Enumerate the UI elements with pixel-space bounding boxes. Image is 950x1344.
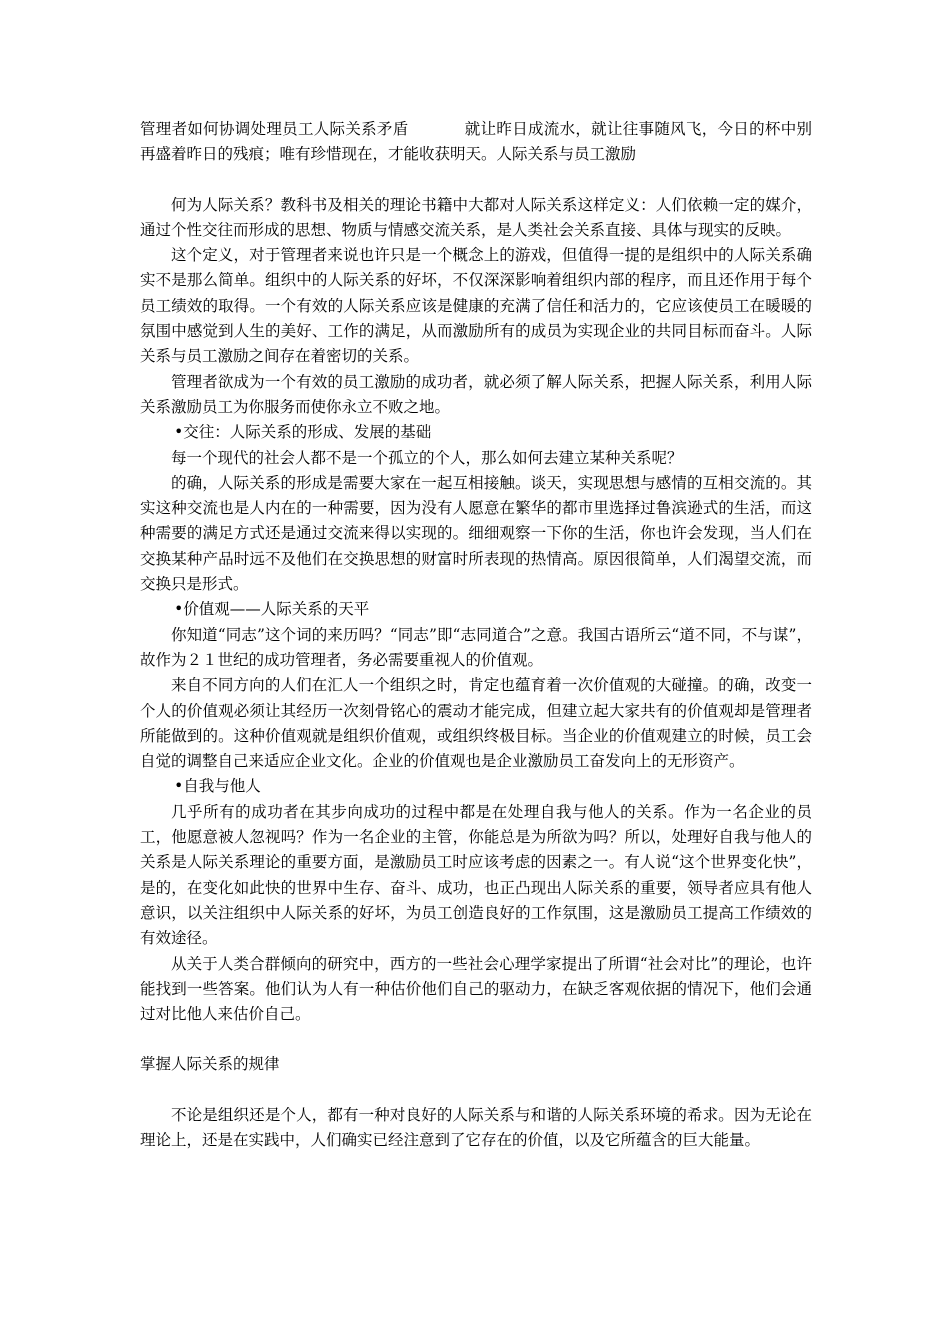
intro-text: 就让昨日成流水，就让往事随风飞，今日的杯中别再盛着昨日的残痕；唯有珍惜现在，才能收获明天。人际关系与员工激励 — [140, 120, 812, 164]
bullet-values: •价值观——人际关系的天平 — [174, 600, 370, 619]
paragraph-values: 来自不同方向的人们在汇人一个组织之时，肯定也蕴育着一次价值观的大碰撞。的确，改变一个人的价值观必须让其经历一次刻骨铭心的震动才能完成，但建立起大家共有的价值观却是管理者所能做到的。这种价值观就是组织价值观，或组织终极目标。当企业的价值观建立的时候，员工会自觉的调整自己来适应企业文化。企业的价值观也是企业激励员工奋发向上的无形资产。 — [140, 676, 812, 771]
paragraph-social-comparison: 从关于人类合群倾向的研究中，西方的一些社会心理学家提出了所谓“社会对比”的理论，也许能找到一些答案。他们认为人有一种估价他们自己的驱动力，在缺乏客观依据的情况下，他们会通过对比他人来估价自己。 — [140, 954, 812, 1024]
paragraph-comrade: 你知道“同志”这个词的来历吗？“同志”即“志同道合”之意。我国古语所云“道不同，不与谋”，故作为２１世纪的成功管理者，务必需要重视人的价值观。 — [140, 625, 812, 669]
paragraph-importance: 这个定义，对于管理者来说也许只是一个概念上的游戏，但值得一提的是组织中的人际关系确实不是那么简单。组织中的人际关系的好坏，不仅深深影响着组织内部的程序，而且还作用于每个员工绩效的取得。一个有效的人际关系应该是健康的充满了信任和活力的，它应该使员工在暖暖的氛围中感觉到人生的美好、工作的满足，从而激励所有的成员为实现企业的共同目标而奋斗。人际关系与员工激励之间存在着密切的关系。 — [140, 246, 812, 366]
paragraph-rules: 不论是组织还是个人，都有一种对良好的人际关系与和谐的人际关系环境的希求。因为无论在理论上，还是在实践中，人们确实已经注意到了它存在的价值，以及它所蕴含的巨大能量。 — [140, 1105, 812, 1149]
bullet-communication: •交往：人际关系的形成、发展的基础 — [174, 423, 432, 442]
bullet-self-others: •自我与他人 — [174, 777, 261, 796]
paragraph-question: 每一个现代的社会人都不是一个孤立的个人，那么如何去建立某种关系呢？ — [171, 448, 683, 467]
intro-paragraph — [140, 117, 812, 168]
paragraph-manager: 管理者欲成为一个有效的员工激励的成功者，就必须了解人际关系，把握人际关系，利用人际关系激励员工为你服务而使你永立不败之地。 — [140, 372, 812, 416]
document-body — [140, 117, 812, 1153]
paragraph-communication: 的确，人际关系的形成是需要大家在一起互相接触。谈天，实现思想与感情的互相交流的。其实这种交流也是人内在的一种需要，因为没有人愿意在繁华的都市里选择过鲁滨逊式的生活，而这种需要的满足方式还是通过交流来得以实现的。细细观察一下你的生活，你也许会发现，当人们在交换某种产品时远不及他们在交换思想的财富时所表现的热情高。原因很简单，人们渴望交流，而交换只是形式。 — [140, 473, 812, 594]
section-heading: 掌握人际关系的规律 — [140, 1055, 280, 1074]
paragraph-definition: 何为人际关系？教科书及相关的理论书籍中大都对人际关系这样定义：人们依赖一定的媒介，通过个性交往而形成的思想、物质与情感交流关系，是人类社会关系直接、具体与现实的反映。 — [140, 195, 812, 239]
paragraph-self-others: 几乎所有的成功者在其步向成功的过程中都是在处理自我与他人的关系。作为一名企业的员工，他愿意被人忽视吗？作为一名企业的主管，你能总是为所欲为吗？所以，处理好自我与他人的关系是人际关系理论的重要方面，是激励员工时应该考虑的因素之一。有人说“这个世界变化快”，是的，在变化如此快的世界中生存、奋斗、成功，也正凸现出人际关系的重要，领导者应具有他人意识，以关注组织中人际关系的好坏，为员工创造良好的工作氛围，这是激励员工提高工作绩效的有效途径。 — [140, 802, 812, 948]
document-title: 管理者如何协调处理员工人际关系矛盾 — [140, 120, 409, 138]
